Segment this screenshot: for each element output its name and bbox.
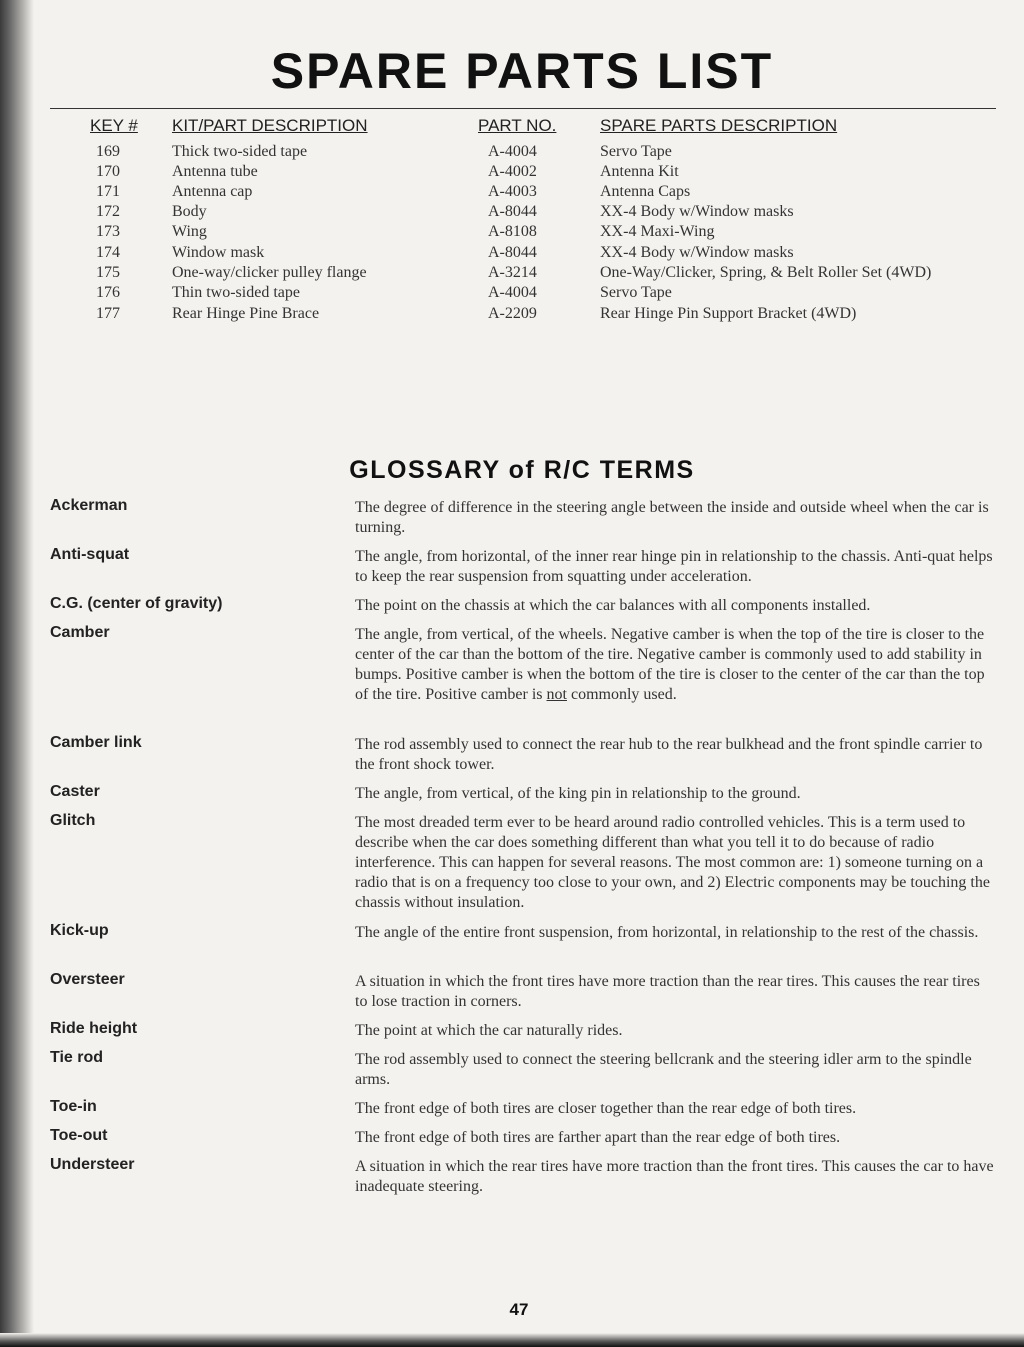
glossary-term: Kick-up [50,922,109,939]
glossary-term: Camber [50,624,110,641]
glossary-definition: The front edge of both tires are farther apart than the rear edge of both tires. [355,1129,841,1146]
glossary-term: Oversteer [50,971,125,988]
row-spare-parts-description: Servo Tape [600,284,672,301]
row-part-no: A-3214 [488,264,537,281]
table-row [0,223,1024,243]
row-key: 177 [96,305,120,322]
row-key: 171 [96,183,120,200]
row-spare-parts-description: Antenna Caps [600,183,691,200]
glossary-definition: The degree of difference in the steering angle between the inside and outside wheel when the car is turning. [355,499,989,536]
row-kit-part-description: Antenna tube [172,163,258,180]
glossary-term: Understeer [50,1156,135,1173]
table-row [0,183,1024,203]
row-kit-part-description: Antenna cap [172,183,253,200]
row-kit-part-description: Window mask [172,244,265,261]
row-kit-part-description: Thin two-sided tape [172,284,300,301]
row-key: 170 [96,163,120,180]
definition-emphasis: not [546,686,567,703]
row-key: 172 [96,203,120,220]
glossary-term: Anti-squat [50,546,130,563]
glossary-term: Glitch [50,812,96,829]
glossary-definition: The rod assembly used to connect the steering bellcrank and the steering idler arm to the spindle arms. [355,1051,972,1088]
glossary-definition: The angle, from vertical, of the king pin in relationship to the ground. [355,785,801,802]
table-row [0,143,1024,163]
row-key: 176 [96,284,120,301]
table-row [0,163,1024,183]
row-part-no: A-4004 [488,143,537,160]
row-key: 169 [96,143,120,160]
row-kit-part-description: One-way/clicker pulley flange [172,264,367,281]
glossary-definition: The angle of the entire front suspension, from horizontal, in relationship to the rest of the chassis. [355,924,979,941]
row-spare-parts-description: One-Way/Clicker, Spring, & Belt Roller Set (4WD) [600,264,932,281]
glossary-term: Caster [50,783,100,800]
row-kit-part-description: Wing [172,223,207,240]
table-row [0,244,1024,264]
definition-text-end: commonly used. [566,686,677,703]
glossary-term: Ride height [50,1020,138,1037]
header-spare-parts-description: SPARE PARTS DESCRIPTION [600,116,838,135]
glossary-definition: The point on the chassis at which the car balances with all components installed. [355,597,871,614]
header-kit-part-description: KIT/PART DESCRIPTION [172,116,368,135]
row-spare-parts-description: Servo Tape [600,143,672,160]
table-row [0,284,1024,304]
table-row [0,305,1024,325]
row-kit-part-description: Thick two-sided tape [172,143,308,160]
header-key: KEY # [90,116,138,135]
parts-table-header [0,116,1024,136]
page-number: 47 [509,1300,529,1319]
row-part-no: A-8044 [488,244,537,261]
row-spare-parts-description: Rear Hinge Pin Support Bracket (4WD) [600,305,857,322]
title-rule [50,108,996,109]
row-spare-parts-description: Antenna Kit [600,163,679,180]
row-part-no: A-8108 [488,223,537,240]
row-part-no: A-8044 [488,203,537,220]
page-bottom-edge [0,1333,1024,1347]
glossary-term: Toe-in [50,1098,97,1115]
glossary-definition: A situation in which the rear tires have more traction than the front tires. This causes the car to have inadequate steering. [355,1158,994,1195]
row-key: 174 [96,244,120,261]
glossary-definition: The front edge of both tires are closer together than the rear edge of both tires. [355,1100,857,1117]
glossary-definition: The rod assembly used to connect the rear hub to the rear bulkhead and the front spindle carrier to the front shock tower. [355,736,983,773]
row-part-no: A-4004 [488,284,537,301]
row-kit-part-description: Rear Hinge Pine Brace [172,305,320,322]
table-row [0,264,1024,284]
glossary-definition: The angle, from horizontal, of the inner rear hinge pin in relationship to the chassis. Anti-quat helps to keep the rear suspension from squatting under acceleration. [355,548,993,585]
header-part-no: PART NO. [478,116,557,135]
glossary-term: Tie rod [50,1049,104,1066]
glossary-term: C.G. (center of gravity) [50,595,223,612]
glossary-definition [355,625,995,705]
glossary-term: Toe-out [50,1127,108,1144]
row-spare-parts-description: XX-4 Body w/Window masks [600,244,794,261]
row-kit-part-description: Body [172,203,207,220]
page-title: SPARE PARTS LIST [270,43,774,99]
row-key: 173 [96,223,120,240]
glossary-definition: The most dreaded term ever to be heard around radio controlled vehicles. This is a term used to describe when the car does something different than what you tell it to do because of radio interference. This can happen for several reasons. The most common are: 1) someone turning on a radio that is on a frequency too close to your own, and 2) Electric components may be touching the chassis without insulation. [355,814,990,911]
row-spare-parts-description: XX-4 Maxi-Wing [600,223,715,240]
table-row [0,203,1024,223]
row-spare-parts-description: XX-4 Body w/Window masks [600,203,794,220]
glossary-term: Ackerman [50,497,128,514]
row-part-no: A-2209 [488,305,537,322]
row-part-no: A-4002 [488,163,537,180]
glossary-term: Camber link [50,734,142,751]
row-key: 175 [96,264,120,281]
row-part-no: A-4003 [488,183,537,200]
glossary-definition: The point at which the car naturally rides. [355,1022,623,1039]
definition-text: The angle, from vertical, of the wheels. Negative camber is when the top of the tire is closer to the center of the car than the bottom of the tire. Negative camber is commonly used to add stability in bumps. Positive camber is when the bottom of the tire is closer to the center of the car than the top of the tire. Positive camber is [355,626,985,703]
glossary-title: GLOSSARY of R/C TERMS [349,456,695,484]
glossary-definition: A situation in which the front tires have more traction than the rear tires. This causes the rear tires to lose traction in corners. [355,973,980,1010]
